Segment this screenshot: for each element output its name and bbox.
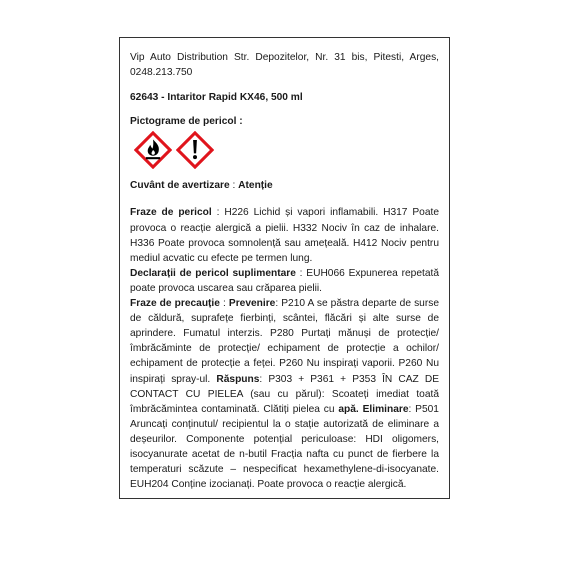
supplementary-text: : EUH066 Expunerea repetată poate provoca uscarea sau crăparea pielii.: [130, 267, 440, 294]
response-text: : P303 + P361 + P353 ÎN CAZ DE CONTACT CU PIELEA (sau cu părul): Scoateți imediat toată îmbrăcămintea contaminată. Clătiți pielea cu: [130, 373, 439, 415]
response-title: Răspuns: [216, 373, 260, 385]
pictograms-title: Pictograme de pericol :: [130, 116, 243, 128]
precautionary-statements: [130, 296, 439, 492]
disposal-text: : P501 Aruncați conținutul/ recipientul la o stație autorizată de eliminare a deșeurilor. Componente potențial periculoase: HDI oligomers, isocyanurate acetat de n-butil Fracția nafta cu punct de fierbere la temperaturi scăzute – nespecificat hexamethylene-di-isocyanate. EUH204 Conține izocianați. Poate provoca o reacție alergică.: [130, 403, 439, 491]
pictogram-row: [134, 131, 439, 169]
product-name: 62643 - Intaritor Rapid KX46, 500 ml: [130, 92, 303, 104]
supplementary-statements: [130, 266, 439, 296]
product-label: [119, 37, 450, 499]
prevention-title: Prevenire: [228, 298, 276, 310]
response-water: apă.: [338, 403, 359, 415]
precaution-separator: :: [219, 298, 229, 310]
signal-separator: :: [229, 180, 239, 192]
hazard-text: : H226 Lichid și vapori inflamabili. H317 Poate provoca o reacție alergică a pielii. H332 Nociv în caz de inhalare. H336 Poate provoca somnolență sau amețeală. H412 Nociv pentru mediul acvatic cu efecte pe termen lung.: [130, 207, 439, 264]
distributor-address: Vip Auto Distribution Str. Depozitelor, Nr. 31 bis, Pitesti, Arges, 0248.213.750: [130, 52, 439, 79]
signal-word: Atenție: [238, 180, 273, 192]
signal-word-line: [130, 178, 439, 193]
exclamation-mark-icon: [176, 131, 214, 169]
flame-icon: [134, 131, 172, 169]
hazard-title: Fraze de pericol: [130, 207, 212, 219]
precaution-title: Fraze de precauție: [130, 298, 220, 310]
disposal-title: Eliminare: [362, 403, 409, 415]
prevention-text: : P210 A se păstra departe de surse de căldură, suprafețe fierbinți, scântei, flăcări și alte surse de aprindere. Fumatul interzis. P280 Purtați mănuși de protecție/ îmbrăcăminte de protecție/ echipament de protecție a ochilor/ echipament de protecție a feței. P260 Nu inspirați vaporii. P260 Nu inspirați spray-ul.: [130, 298, 439, 385]
supplementary-title: Declarații de pericol suplimentare: [130, 267, 296, 279]
signal-word-label: Cuvânt de avertizare: [130, 180, 230, 192]
hazard-statements: [130, 205, 439, 265]
